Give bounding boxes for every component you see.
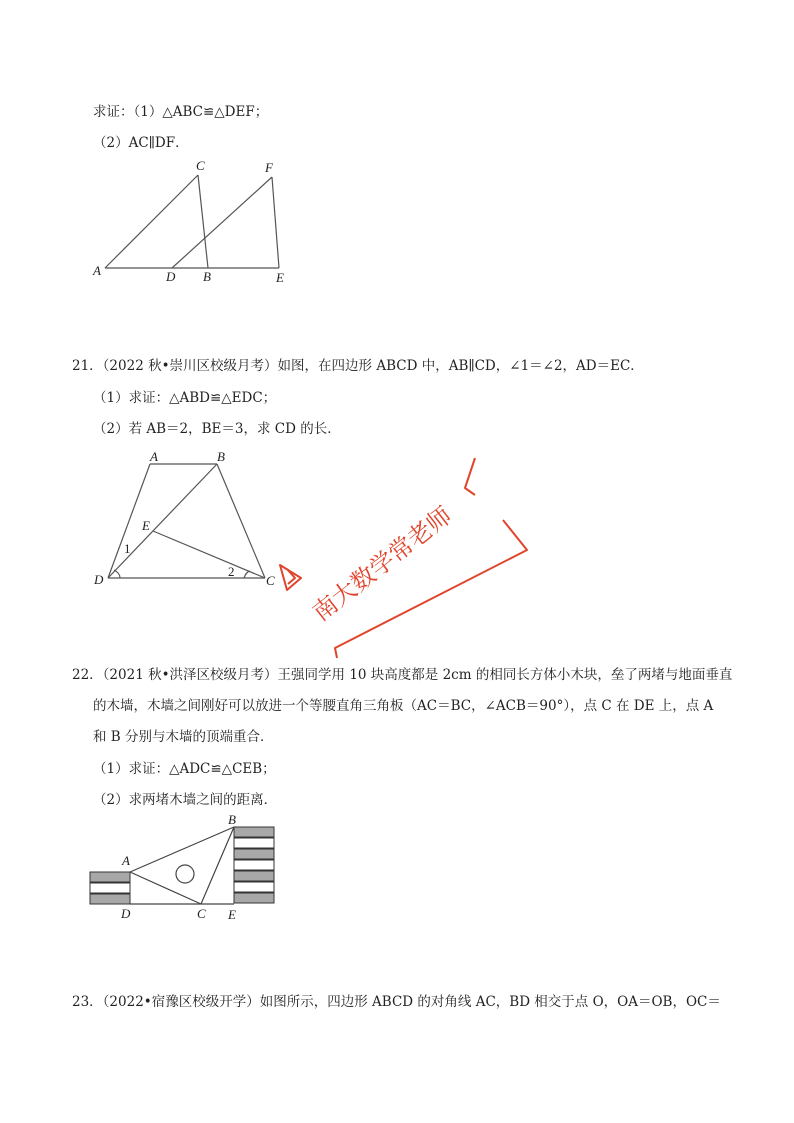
q21-label-c: C [266,573,275,588]
q23-stem: 23．（2022•宿豫区校级开学）如图所示，四边形 ABCD 的对角线 AC，BD 相交于点 O，OA＝OB，OC＝ [72,994,721,1010]
q20-label-f: F [265,160,273,175]
q21-label-e: E [142,518,150,533]
watermark-arrow-head [280,565,301,590]
q22-part2: （2）求两堵木墙之间的距离． [93,792,278,808]
q21-label-a: A [150,449,158,464]
q22-label-d: D [121,906,131,921]
q20-label-c: C [196,158,205,173]
q20-proof-line1: 求证：（1）△ABC≌△DEF； [93,104,269,120]
q20-label-e: E [276,270,284,285]
q22-stem-line3: 和 B 分别与木墙的顶端重合． [93,729,274,745]
q22-label-a: A [122,853,130,868]
q20-segment-df [172,177,272,268]
q21-label-angle1: 1 [124,541,131,556]
q20-proof-line2: （2）AC∥DF． [93,135,189,151]
q22-label-c: C [197,906,206,921]
q21-stem: 21．（2022 秋•崇川区校级月考）如图，在四边形 ABCD 中，AB∥CD，∠1＝∠2，AD＝EC． [72,358,644,374]
q21-part1: （1）求证：△ABD≌△EDC； [93,390,277,406]
q22-segment-ac [130,872,201,904]
q21-label-b: B [217,449,225,464]
q21-label-angle2: 2 [228,564,235,579]
q20-label-d: D [166,269,176,284]
q21-label-d: D [94,572,104,587]
q20-label-a: A [93,263,101,278]
q20-segment-fe [272,177,279,268]
q21-figure [90,446,290,591]
q20-segment-cb [198,175,208,268]
q20-label-b: B [203,269,211,284]
watermark-text: 南大数学常老师 [307,501,458,627]
q21-angle-arc-2 [244,571,250,578]
q22-label-b: B [228,812,236,827]
q22-part1: （1）求证：△ADC≌△CEB； [93,761,276,777]
q22-right-wall [234,827,274,903]
q22-stem-line1: 22．（2021 秋•洪泽区校级月考）王强同学用 10 块高度都是 2cm 的相同长方体小木块，垒了两堵与地面垂直 [72,667,733,683]
q20-figure [85,155,305,290]
q21-part2: （2）若 AB＝2，BE＝3，求 CD 的长． [93,421,341,437]
q22-label-e: E [228,907,236,922]
q21-segment-db [108,464,217,578]
q20-segment-ac [105,175,198,268]
q22-stem-line2: 的木墙，木墙之间刚好可以放进一个等腰直角三角板（AC＝BC，∠ACB＝90°），点 C 在 DE 上，点 A [93,698,714,714]
q22-triangle-hole [176,865,194,883]
q22-figure [85,812,295,927]
q22-left-wall [90,872,130,904]
watermark-bracket-top [465,458,475,495]
watermark-stamp [275,450,545,675]
